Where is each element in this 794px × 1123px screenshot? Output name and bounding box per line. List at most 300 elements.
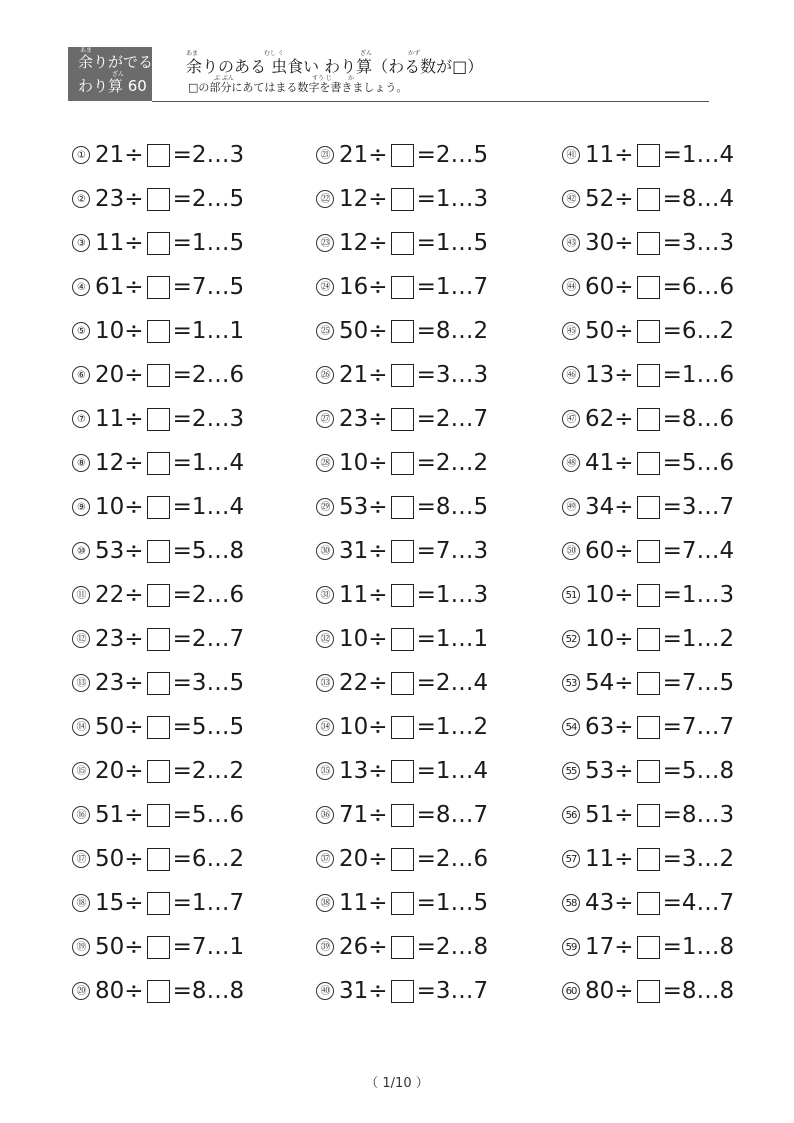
equals-sign: = [662,494,682,520]
problem-item [316,448,488,478]
answer-box[interactable] [391,188,414,211]
answer-box[interactable] [147,672,170,695]
divide-sign: ÷ [614,714,634,740]
problem-number: ㊹ [562,278,580,296]
dividend: 50 [95,714,125,740]
answer-box[interactable] [147,276,170,299]
problem-number: ② [72,190,90,208]
answer-box[interactable] [391,936,414,959]
equals-sign: = [416,186,436,212]
answer-box[interactable] [147,408,170,431]
answer-box[interactable] [637,760,660,783]
answer-box[interactable] [391,452,414,475]
equals-sign: = [172,318,192,344]
dividend: 11 [339,890,369,916]
answer-box[interactable] [391,716,414,739]
equals-sign: = [662,230,682,256]
quotient: 1 [681,582,697,608]
problem-item [316,844,488,874]
dividend: 21 [339,142,369,168]
answer-box[interactable] [147,232,170,255]
answer-box[interactable] [637,320,660,343]
remainder: 4 [719,186,735,212]
problem-item [316,888,488,918]
equals-sign: = [662,274,682,300]
remainder: 7 [719,714,735,740]
problem-number: 55 [562,762,580,780]
dividend: 11 [95,230,125,256]
equals-sign: = [416,934,436,960]
answer-box[interactable] [391,760,414,783]
title-ruby-text: あま [186,50,199,57]
problem-number: ㉚ [316,542,334,560]
remainder-sign: … [696,186,720,212]
dividend: 51 [95,802,125,828]
answer-box[interactable] [391,628,414,651]
remainder: 4 [719,538,735,564]
quotient: 3 [681,846,697,872]
dividend: 63 [585,714,615,740]
dividend: 41 [585,450,615,476]
problem-number: 54 [562,718,580,736]
problem-item [316,624,488,654]
problem-item [562,360,734,390]
problem-number: 51 [562,586,580,604]
answer-box[interactable] [147,496,170,519]
divide-sign: ÷ [124,538,144,564]
answer-box[interactable] [147,584,170,607]
remainder-sign: … [450,142,474,168]
problem-item [316,580,488,610]
quotient: 2 [191,406,207,432]
problem-number: ㊿ [562,542,580,560]
title-ruby-text: むし く [264,50,284,57]
answer-box[interactable] [637,584,660,607]
answer-box[interactable] [147,364,170,387]
equals-sign: = [416,450,436,476]
remainder-sign: … [450,934,474,960]
problem-number: ㉓ [316,234,334,252]
quotient: 2 [191,362,207,388]
dividend: 10 [339,450,369,476]
problem-item [562,976,734,1006]
quotient: 8 [681,978,697,1004]
problem-number: ⑥ [72,366,90,384]
equals-sign: = [416,802,436,828]
equals-sign: = [662,846,682,872]
problem-number: ㊴ [316,938,334,956]
problem-item [316,712,488,742]
problem-number: ⑫ [72,630,90,648]
remainder: 2 [719,846,735,872]
remainder-sign: … [696,626,720,652]
problem-item [316,360,488,390]
problem-item [72,976,244,1006]
remainder: 3 [473,538,489,564]
answer-box[interactable] [391,980,414,1003]
answer-box[interactable] [637,628,660,651]
quotient: 7 [191,274,207,300]
divide-sign: ÷ [614,494,634,520]
quotient: 1 [435,582,451,608]
answer-box[interactable] [147,936,170,959]
remainder-sign: … [450,186,474,212]
quotient: 5 [681,758,697,784]
remainder-sign: … [696,934,720,960]
remainder-sign: … [206,538,230,564]
dividend: 22 [339,670,369,696]
remainder: 8 [719,758,735,784]
answer-box[interactable] [637,848,660,871]
divide-sign: ÷ [368,274,388,300]
remainder-sign: … [450,582,474,608]
problem-number: ⑧ [72,454,90,472]
quotient: 1 [681,626,697,652]
equals-sign: = [662,890,682,916]
answer-box[interactable] [391,144,414,167]
problem-number: ㊽ [562,454,580,472]
answer-box[interactable] [391,672,414,695]
quotient: 1 [681,362,697,388]
dividend: 21 [95,142,125,168]
remainder: 7 [229,890,245,916]
equals-sign: = [172,978,192,1004]
quotient: 2 [435,142,451,168]
remainder: 3 [473,186,489,212]
equals-sign: = [416,230,436,256]
problem-item [562,140,734,170]
remainder-sign: … [206,934,230,960]
quotient: 1 [435,714,451,740]
dividend: 23 [95,626,125,652]
quotient: 1 [435,890,451,916]
answer-box[interactable] [391,848,414,871]
remainder: 4 [719,142,735,168]
remainder-sign: … [450,362,474,388]
problem-item [562,668,734,698]
remainder-sign: … [206,274,230,300]
answer-box[interactable] [637,144,660,167]
remainder: 6 [719,450,735,476]
answer-box[interactable] [391,408,414,431]
divide-sign: ÷ [614,450,634,476]
dividend: 10 [585,582,615,608]
remainder-sign: … [696,758,720,784]
dividend: 31 [339,978,369,1004]
dividend: 13 [339,758,369,784]
problem-item [562,316,734,346]
remainder-sign: … [450,406,474,432]
remainder-sign: … [696,714,720,740]
problem-item [562,228,734,258]
dividend: 17 [585,934,615,960]
dividend: 54 [585,670,615,696]
divide-sign: ÷ [368,626,388,652]
answer-box[interactable] [637,408,660,431]
quotient: 7 [681,670,697,696]
remainder: 3 [473,362,489,388]
divide-sign: ÷ [124,450,144,476]
page-title: 余りのある 虫食い わり算（わる数が□） [186,57,484,76]
answer-box[interactable] [637,804,660,827]
remainder-sign: … [696,318,720,344]
quotient: 1 [191,230,207,256]
remainder-sign: … [696,670,720,696]
problem-item [72,536,244,566]
quotient: 5 [681,450,697,476]
remainder: 8 [719,978,735,1004]
answer-box[interactable] [147,980,170,1003]
answer-box[interactable] [391,276,414,299]
equals-sign: = [416,538,436,564]
problem-item [562,712,734,742]
dividend: 10 [95,318,125,344]
divide-sign: ÷ [368,230,388,256]
answer-box[interactable] [391,804,414,827]
remainder-sign: … [696,802,720,828]
quotient: 2 [191,758,207,784]
answer-box[interactable] [147,716,170,739]
equals-sign: = [416,670,436,696]
divide-sign: ÷ [614,362,634,388]
problem-item [562,888,734,918]
problem-number: ⑬ [72,674,90,692]
divide-sign: ÷ [124,934,144,960]
equals-sign: = [172,362,192,388]
problem-number: ㉗ [316,410,334,428]
remainder-sign: … [206,846,230,872]
answer-box[interactable] [391,540,414,563]
problem-item [72,756,244,786]
remainder: 6 [229,802,245,828]
header-divider [152,101,709,102]
answer-box[interactable] [147,188,170,211]
remainder: 7 [719,494,735,520]
quotient: 2 [191,626,207,652]
dividend: 53 [339,494,369,520]
answer-box[interactable] [637,892,660,915]
quotient: 7 [681,538,697,564]
remainder: 4 [473,758,489,784]
problem-number: ㉜ [316,630,334,648]
equals-sign: = [662,670,682,696]
problem-item [562,800,734,830]
remainder-sign: … [696,274,720,300]
quotient: 1 [435,758,451,784]
answer-box[interactable] [637,276,660,299]
answer-box[interactable] [391,364,414,387]
answer-box[interactable] [147,848,170,871]
problem-item [72,404,244,434]
problem-number: ㉘ [316,454,334,472]
problem-item [316,976,488,1006]
equals-sign: = [662,978,682,1004]
problem-number: ㊺ [562,322,580,340]
remainder-sign: … [450,450,474,476]
divide-sign: ÷ [368,802,388,828]
equals-sign: = [416,494,436,520]
remainder: 5 [229,274,245,300]
equals-sign: = [172,846,192,872]
quotient: 5 [191,538,207,564]
remainder: 5 [719,670,735,696]
problem-number: ㉛ [316,586,334,604]
dividend: 50 [95,934,125,960]
problem-item [316,756,488,786]
answer-box[interactable] [637,364,660,387]
divide-sign: ÷ [614,142,634,168]
answer-box[interactable] [637,716,660,739]
problem-item [316,228,488,258]
quotient: 1 [191,318,207,344]
remainder: 7 [473,978,489,1004]
remainder-sign: … [696,406,720,432]
problem-item [72,624,244,654]
divide-sign: ÷ [614,758,634,784]
answer-box[interactable] [391,320,414,343]
quotient: 7 [681,714,697,740]
problem-number: ㉖ [316,366,334,384]
quotient: 8 [681,406,697,432]
problem-item [72,668,244,698]
divide-sign: ÷ [124,494,144,520]
answer-box[interactable] [391,892,414,915]
remainder-sign: … [450,890,474,916]
answer-box[interactable] [147,892,170,915]
quotient: 3 [191,670,207,696]
answer-box[interactable] [637,188,660,211]
divide-sign: ÷ [124,582,144,608]
dividend: 22 [95,582,125,608]
title-ruby-text: ざん [360,50,373,57]
answer-box[interactable] [147,628,170,651]
subtitle-ruby-text: か [348,75,355,82]
quotient: 5 [191,802,207,828]
divide-sign: ÷ [124,274,144,300]
answer-box[interactable] [147,452,170,475]
equals-sign: = [172,582,192,608]
quotient: 2 [191,142,207,168]
equals-sign: = [172,670,192,696]
remainder: 5 [229,670,245,696]
dividend: 50 [339,318,369,344]
problem-item [316,272,488,302]
remainder-sign: … [696,230,720,256]
remainder-sign: … [450,274,474,300]
divide-sign: ÷ [614,406,634,432]
answer-box[interactable] [391,496,414,519]
answer-box[interactable] [637,672,660,695]
problem-item [72,140,244,170]
quotient: 8 [435,494,451,520]
answer-box[interactable] [147,144,170,167]
divide-sign: ÷ [368,670,388,696]
remainder-sign: … [696,494,720,520]
divide-sign: ÷ [124,802,144,828]
problem-item [316,668,488,698]
remainder: 3 [719,582,735,608]
remainder-sign: … [696,846,720,872]
dividend: 71 [339,802,369,828]
answer-box[interactable] [147,320,170,343]
dividend: 11 [585,142,615,168]
remainder-sign: … [696,978,720,1004]
equals-sign: = [416,142,436,168]
answer-box[interactable] [147,804,170,827]
problem-number: ㉟ [316,762,334,780]
remainder: 1 [473,626,489,652]
dividend: 12 [339,186,369,212]
problem-item [562,844,734,874]
answer-box[interactable] [391,232,414,255]
answer-box[interactable] [637,936,660,959]
dividend: 11 [339,582,369,608]
divide-sign: ÷ [124,670,144,696]
remainder: 5 [473,230,489,256]
quotient: 6 [681,274,697,300]
problem-item [316,140,488,170]
quotient: 8 [435,802,451,828]
divide-sign: ÷ [124,978,144,1004]
divide-sign: ÷ [614,186,634,212]
equals-sign: = [416,846,436,872]
answer-box[interactable] [637,232,660,255]
remainder-sign: … [450,494,474,520]
problem-number: ⑱ [72,894,90,912]
title-ruby-text: かず [408,50,421,57]
divide-sign: ÷ [614,890,634,916]
equals-sign: = [172,406,192,432]
remainder-sign: … [206,186,230,212]
problem-number: ⑭ [72,718,90,736]
problem-number: ㉝ [316,674,334,692]
dividend: 11 [95,406,125,432]
remainder-sign: … [450,758,474,784]
divide-sign: ÷ [368,142,388,168]
dividend: 12 [339,230,369,256]
answer-box[interactable] [637,540,660,563]
dividend: 11 [585,846,615,872]
answer-box[interactable] [637,452,660,475]
equals-sign: = [662,758,682,784]
problem-number: ① [72,146,90,164]
remainder: 5 [229,714,245,740]
equals-sign: = [416,582,436,608]
instructions: □の部分にあてはまる数字を書きましょう。 [188,81,408,94]
divide-sign: ÷ [368,362,388,388]
quotient: 2 [435,670,451,696]
problem-number: ㉒ [316,190,334,208]
answer-box[interactable] [637,980,660,1003]
divide-sign: ÷ [368,846,388,872]
problem-number: ㊾ [562,498,580,516]
remainder-sign: … [206,714,230,740]
answer-box[interactable] [147,760,170,783]
problem-item [72,228,244,258]
answer-box[interactable] [637,496,660,519]
equals-sign: = [662,714,682,740]
dividend: 50 [95,846,125,872]
problem-item [316,184,488,214]
dividend: 20 [339,846,369,872]
answer-box[interactable] [391,584,414,607]
remainder: 5 [229,186,245,212]
remainder: 2 [473,714,489,740]
remainder: 6 [473,846,489,872]
answer-box[interactable] [147,540,170,563]
divide-sign: ÷ [614,670,634,696]
dividend: 13 [585,362,615,388]
